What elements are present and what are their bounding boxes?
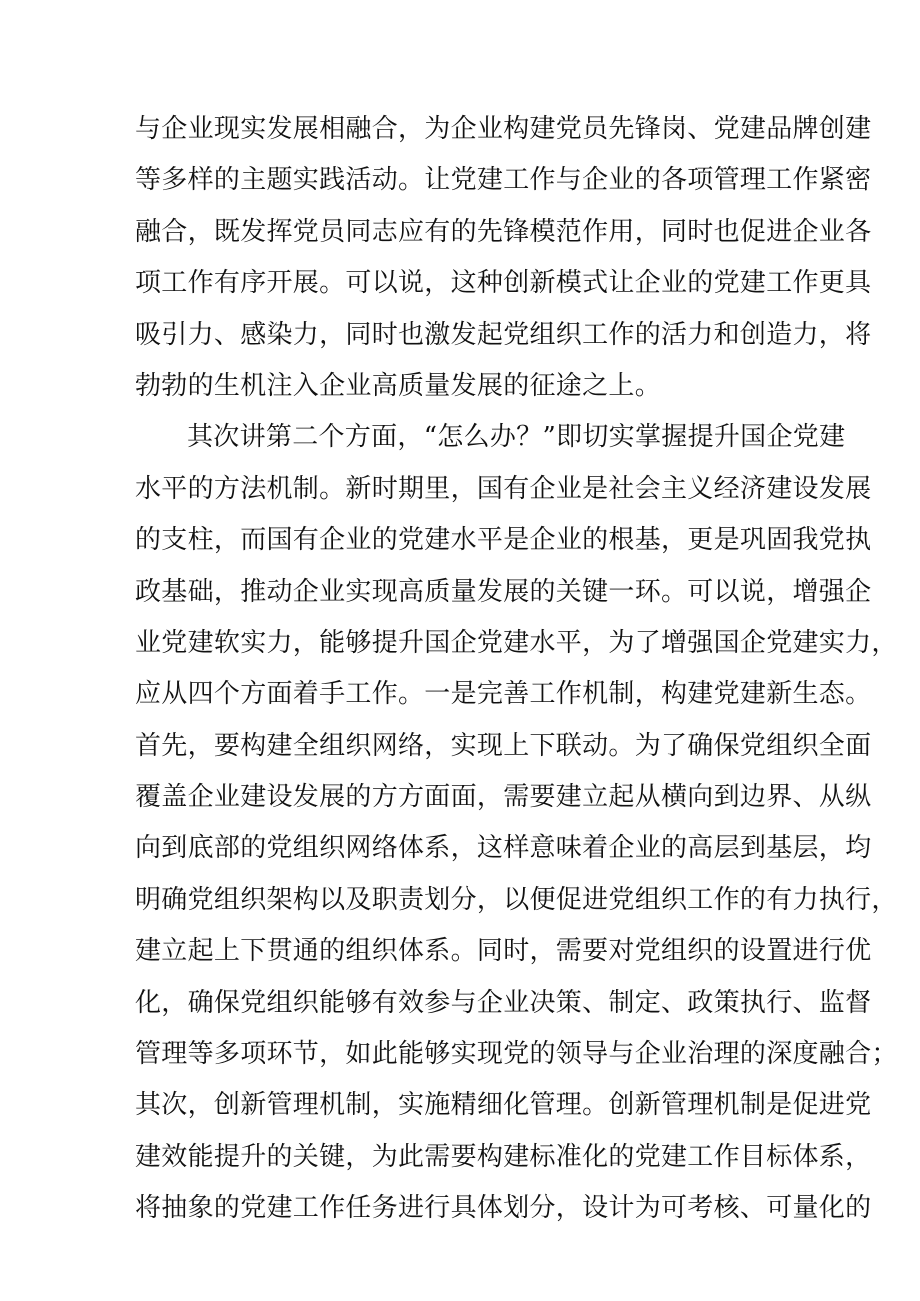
text-line: 将抽象的党建工作任务进行具体划分，设计为可考核、可量化的 bbox=[135, 1193, 872, 1224]
text-line: 的支柱，而国有企业的党建水平是企业的根基，更是巩固我党执 bbox=[135, 525, 872, 556]
text-line: 项工作有序开展。可以说，这种创新模式让企业的党建工作更具 bbox=[135, 268, 872, 299]
text-line: 水平的方法机制。新时期里，国有企业是社会主义经济建设发展 bbox=[135, 473, 872, 504]
text-line: 覆盖企业建设发展的方方面面，需要建立起从横向到边界、从纵 bbox=[135, 782, 872, 813]
document-body bbox=[135, 104, 898, 1235]
text-line: 与企业现实发展相融合，为企业构建党员先锋岗、党建品牌创建 bbox=[135, 114, 872, 144]
text-line: 建立起上下贯通的组织体系。同时，需要对党组织的设置进行优 bbox=[135, 936, 872, 967]
text-line: 向到底部的党组织网络体系，这样意味着企业的高层到基层，均 bbox=[135, 833, 872, 864]
text-line: 管理等多项环节，如此能够实现党的领导与企业治理的深度融合； bbox=[135, 1039, 898, 1070]
text-line: 政基础，推动企业实现高质量发展的关键一环。可以说，增强企 bbox=[135, 576, 872, 607]
text-line: 融合，既发挥党员同志应有的先锋模范作用，同时也促进企业各 bbox=[135, 216, 872, 247]
text-line: 化，确保党组织能够有效参与企业决策、制定、政策执行、监督 bbox=[135, 987, 872, 1018]
text-line: 其次，创新管理机制，实施精细化管理。创新管理机制是促进党 bbox=[135, 1090, 872, 1121]
text-line: 明确党组织架构以及职责划分，以便促进党组织工作的有力执行， bbox=[135, 884, 898, 915]
text-line: 建效能提升的关键，为此需要构建标准化的党建工作目标体系， bbox=[135, 1141, 872, 1172]
text-line: 其次讲第二个方面，“怎么办？”即切实掌握提升国企党建 bbox=[187, 422, 846, 453]
text-line: 业党建软实力，能够提升国企党建水平，为了增强国企党建实力， bbox=[135, 627, 898, 658]
text-line: 勃勃的生机注入企业高质量发展的征途之上。 bbox=[135, 370, 662, 401]
text-line: 等多样的主题实践活动。让党建工作与企业的各项管理工作紧密 bbox=[135, 165, 872, 196]
text-line: 应从四个方面着手工作。一是完善工作机制，构建党建新生态。 bbox=[135, 679, 872, 710]
text-line: 吸引力、感染力，同时也激发起党组织工作的活力和创造力，将 bbox=[135, 319, 872, 350]
text-line: 首先，要构建全组织网络，实现上下联动。为了确保党组织全面 bbox=[135, 730, 872, 761]
